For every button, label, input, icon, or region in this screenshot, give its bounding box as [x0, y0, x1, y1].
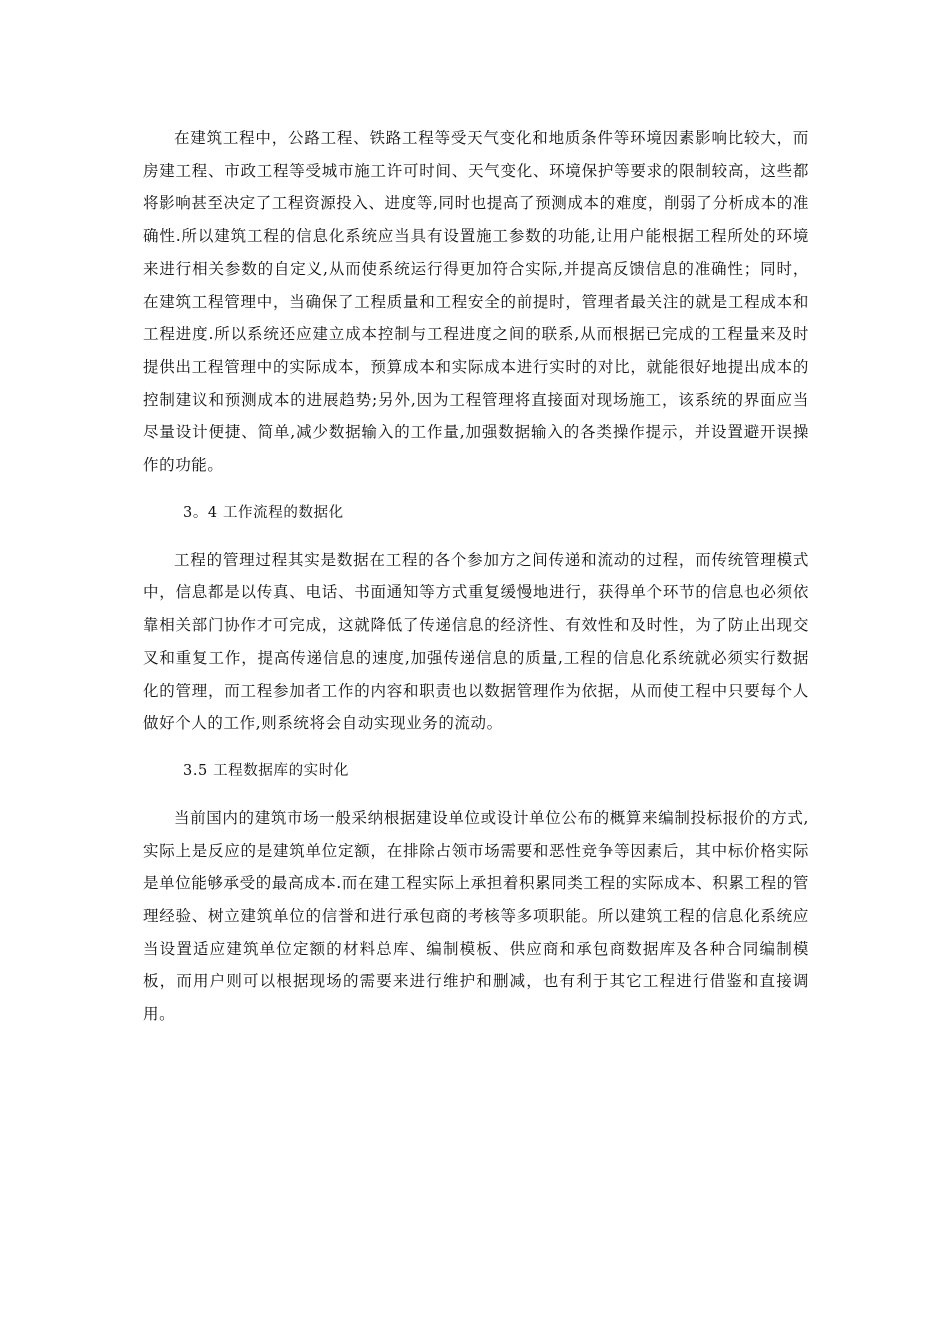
spacer: [143, 740, 809, 755]
paragraph-workflow-data: 工程的管理过程其实是数据在工程的各个参加方之间传递和流动的过程，而传统管理模式中，信息都是以传真、电话、书面通知等方式重复缓慢地进行，获得单个环节的信息也必须依靠相关部门协作才可完成，这就降低了传递信息的经济性、有效性和及时性，为了防止出现交叉和重复工作，提高传递信息的速度,加强传递信息的质量,工程的信息化系统就必须实行数据化的管理，而工程参加者工作的内容和职责也以数据管理作为依据，从而使工程中只要每个人做好个人的工作,则系统将会自动实现业务的流动。: [143, 550, 809, 733]
spacer: [143, 787, 809, 802]
document-body: [143, 122, 809, 1031]
spacer: [143, 529, 809, 544]
paragraph-environment-parameters: 在建筑工程中，公路工程、铁路工程等受天气变化和地质条件等环境因素影响比较大，而房建工程、市政工程等受城市施工许可时间、天气变化、环境保护等要求的限制较高，这些都将影响甚至决定了工程资源投入、进度等,同时也提高了预测成本的难度，削弱了分析成本的准确性.所以建筑工程的信息化系统应当具有设置施工参数的功能,让用户能根据工程所处的环境来进行相关参数的自定义,从而使系统运行得更加符合实际,并提高反馈信息的准确性；同时，在建筑工程管理中，当确保了工程质量和工程安全的前提时，管理者最关注的就是工程成本和工程进度.所以系统还应建立成本控制与工程进度之间的联系,从而根据已完成的工程量来及时提供出工程管理中的实际成本，预算成本和实际成本进行实时的对比，就能很好地提出成本的控制建议和预测成本的进展趋势;另外,因为工程管理将直接面对现场施工，该系统的界面应当尽量设计便捷、简单,减少数据输入的工作量,加强数据输入的各类操作提示，并设置避开误操作的功能。: [143, 129, 809, 475]
section-heading-3-5: 3.5 工程数据库的实时化: [183, 762, 349, 779]
section-heading-3-4: 3。4 工作流程的数据化: [183, 504, 344, 521]
spacer: [143, 482, 809, 497]
paragraph-database-realtime: 当前国内的建筑市场一般采纳根据建设单位或设计单位公布的概算来编制投标报价的方式,实际上是反应的是建筑单位定额，在排除占领市场需要和恶性竞争等因素后，其中标价格实际是单位能够承受的最高成本.而在建工程实际上承担着积累同类工程的实际成本、积累工程的管理经验、树立建筑单位的信誉和进行承包商的考核等多项职能。所以建筑工程的信息化系统应当设置适应建筑单位定额的材料总库、编制模板、供应商和承包商数据库及各种合同编制模板，而用户则可以根据现场的需要来进行维护和删减，也有利于其它工程进行借鉴和直接调用。: [143, 808, 809, 1024]
